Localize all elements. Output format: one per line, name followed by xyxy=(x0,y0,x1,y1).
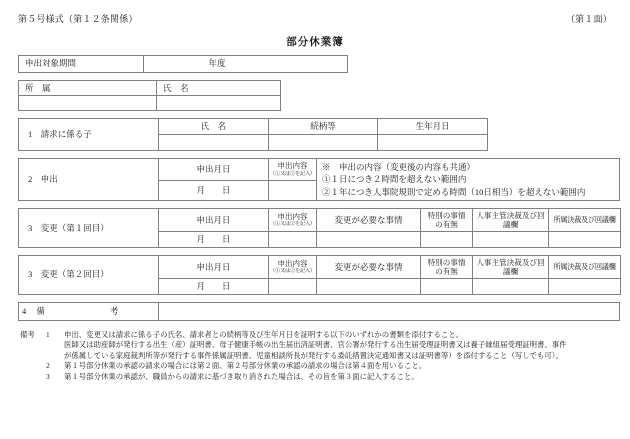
affiliation-header: 所 属 xyxy=(19,80,157,96)
moushide-content-header xyxy=(269,159,317,181)
footnote-line: 医師又は助産師が発行する出生（産）証明書、母子健康手帳の出生届出済証明書、官公署が発行する出生届受理証明書又は養子縁組届受理証明書、事件 xyxy=(64,340,567,350)
page-title: 部分休業簿 xyxy=(286,36,344,48)
change2-row-label: 3 変更（第２回目） xyxy=(19,255,159,294)
page-label: （第１面） xyxy=(565,14,612,24)
change2-shozoku-header: 所属決裁及び回議欄 xyxy=(549,255,621,278)
footnote-number: 2 xyxy=(46,361,50,371)
change1-date-header: 申出月日 xyxy=(159,208,269,231)
table-row xyxy=(19,119,488,135)
remark-table xyxy=(18,302,620,321)
change2-date-header: 申出月日 xyxy=(159,255,269,278)
child-block xyxy=(14,118,616,151)
name-input[interactable] xyxy=(157,96,281,111)
change1-content-header-text: 申出内容 xyxy=(277,211,308,221)
change1-reason-input[interactable] xyxy=(317,232,421,248)
change2-special-input[interactable] xyxy=(421,279,473,295)
footnote-item xyxy=(20,361,616,372)
period-block xyxy=(14,55,616,73)
child-birthdate-input[interactable] xyxy=(378,135,488,151)
child-relation-input[interactable] xyxy=(268,135,378,151)
footnote-number: 1 xyxy=(46,329,50,339)
table-row xyxy=(19,96,281,111)
change2-reason-header: 変更が必要な事情 xyxy=(317,255,421,278)
remark-label-cell xyxy=(19,302,159,320)
child-relation-header: 続柄等 xyxy=(268,119,378,135)
footnote-item xyxy=(20,372,616,383)
table-row xyxy=(19,80,281,96)
change1-date-input[interactable]: 月 日 xyxy=(159,232,269,248)
table-row xyxy=(19,208,621,231)
table-row xyxy=(19,55,348,72)
moushide-note-line: ①１日につき２時間を超えない範囲内 xyxy=(322,174,467,185)
child-birthdate-header: 生年月日 xyxy=(378,119,488,135)
affiliation-input[interactable] xyxy=(19,96,157,111)
moushide-block xyxy=(14,158,616,201)
change2-jinji-input[interactable] xyxy=(473,279,549,295)
remark-number: 4 xyxy=(22,305,27,316)
remark-block xyxy=(14,302,616,321)
footnotes-heading: 備考 xyxy=(20,329,35,339)
moushide-table xyxy=(18,158,620,201)
change1-block xyxy=(14,208,616,248)
change2-reason-input[interactable] xyxy=(317,279,421,295)
name-header: 氏 名 xyxy=(157,80,281,96)
page-header xyxy=(14,14,616,25)
change1-jinji-input[interactable] xyxy=(473,232,549,248)
change2-jinji-header: 人事主管決裁及び回議欄 xyxy=(473,255,549,278)
table-row xyxy=(19,255,621,278)
moushide-date-header: 申出月日 xyxy=(159,159,269,181)
change1-shozoku-header: 所属決裁及び回議欄 xyxy=(549,208,621,231)
form-number: 第５号様式（第１２条関係） xyxy=(18,14,138,24)
change1-special-header: 特別の事情の有無 xyxy=(421,208,473,231)
change2-special-header: 特別の事情の有無 xyxy=(421,255,473,278)
child-row-label: 1 請求に係る子 xyxy=(19,119,159,151)
footnote-line: が係属している家庭裁判所等が発行する事件係属証明書、児童相談所長が発行する委託措置決定通知書又は証明書等）を添付すること（写しでも可）。 xyxy=(64,350,563,360)
remark-label: 備 考 xyxy=(36,305,135,316)
moushide-row-label: 2 申出 xyxy=(19,159,159,201)
change2-content-input[interactable] xyxy=(269,279,317,295)
moushide-notes xyxy=(317,159,620,201)
table-row xyxy=(19,159,620,181)
period-table xyxy=(18,55,348,73)
moushide-content-input[interactable] xyxy=(269,181,317,201)
affiliation-table xyxy=(18,80,281,112)
child-name-input[interactable] xyxy=(159,135,269,151)
period-label: 申出対象期間 xyxy=(19,55,144,72)
change2-block xyxy=(14,255,616,295)
remark-input[interactable] xyxy=(159,302,620,320)
change2-content-header xyxy=(269,255,317,278)
change1-content-input[interactable] xyxy=(269,232,317,248)
period-value-field[interactable]: 年度 xyxy=(144,55,348,72)
change1-row-label: 3 変更（第１回目） xyxy=(19,208,159,247)
moushide-date-input[interactable]: 月 日 xyxy=(159,181,269,201)
change1-special-input[interactable] xyxy=(421,232,473,248)
change2-table xyxy=(18,255,621,295)
moushide-note-line: ※ 申出の内容（変更後の内容も共通） xyxy=(322,162,476,173)
footnote-number: 3 xyxy=(46,371,50,381)
child-name-header: 氏 名 xyxy=(159,119,269,135)
change2-content-header-text: 申出内容 xyxy=(277,258,308,268)
change1-table xyxy=(18,208,621,248)
moushide-content-header-sub: （①又は②を記入） xyxy=(270,170,315,177)
footnote-item xyxy=(20,330,616,341)
change1-content-header-sub: （①又は②を記入） xyxy=(270,221,315,228)
change1-shozoku-input[interactable] xyxy=(549,232,621,248)
change2-date-input[interactable]: 月 日 xyxy=(159,279,269,295)
change1-content-header xyxy=(269,208,317,231)
change1-jinji-header: 人事主管決裁及び回議欄 xyxy=(473,208,549,231)
child-table xyxy=(18,118,488,151)
change1-reason-header: 変更が必要な事情 xyxy=(317,208,421,231)
change2-shozoku-input[interactable] xyxy=(549,279,621,295)
footnote-line: 第１号部分休業の承認の請求の場合には第２面、第２号部分休業の承認の請求の場合は第４面を用いること。 xyxy=(64,361,427,371)
change2-content-header-sub: （①又は②を記入） xyxy=(270,268,315,275)
affiliation-block xyxy=(14,80,616,112)
footnotes xyxy=(14,330,616,383)
moushide-content-header-text: 申出内容 xyxy=(277,161,308,171)
footnote-line: 第１号部分休業の承認が、職員からの請求に基づき取り消された場合は、その旨を第３面に記入すること。 xyxy=(64,371,419,381)
moushide-note-line: ②１年につき人事院規則で定める時間（10日相当）を超えない範囲内 xyxy=(322,186,586,197)
footnote-line: 申出、変更又は請求に係る子の氏名、請求者との続柄等及び生年月日を証明する以下のいずれかの書類を添付すること。 xyxy=(64,329,464,339)
table-row xyxy=(19,302,620,320)
